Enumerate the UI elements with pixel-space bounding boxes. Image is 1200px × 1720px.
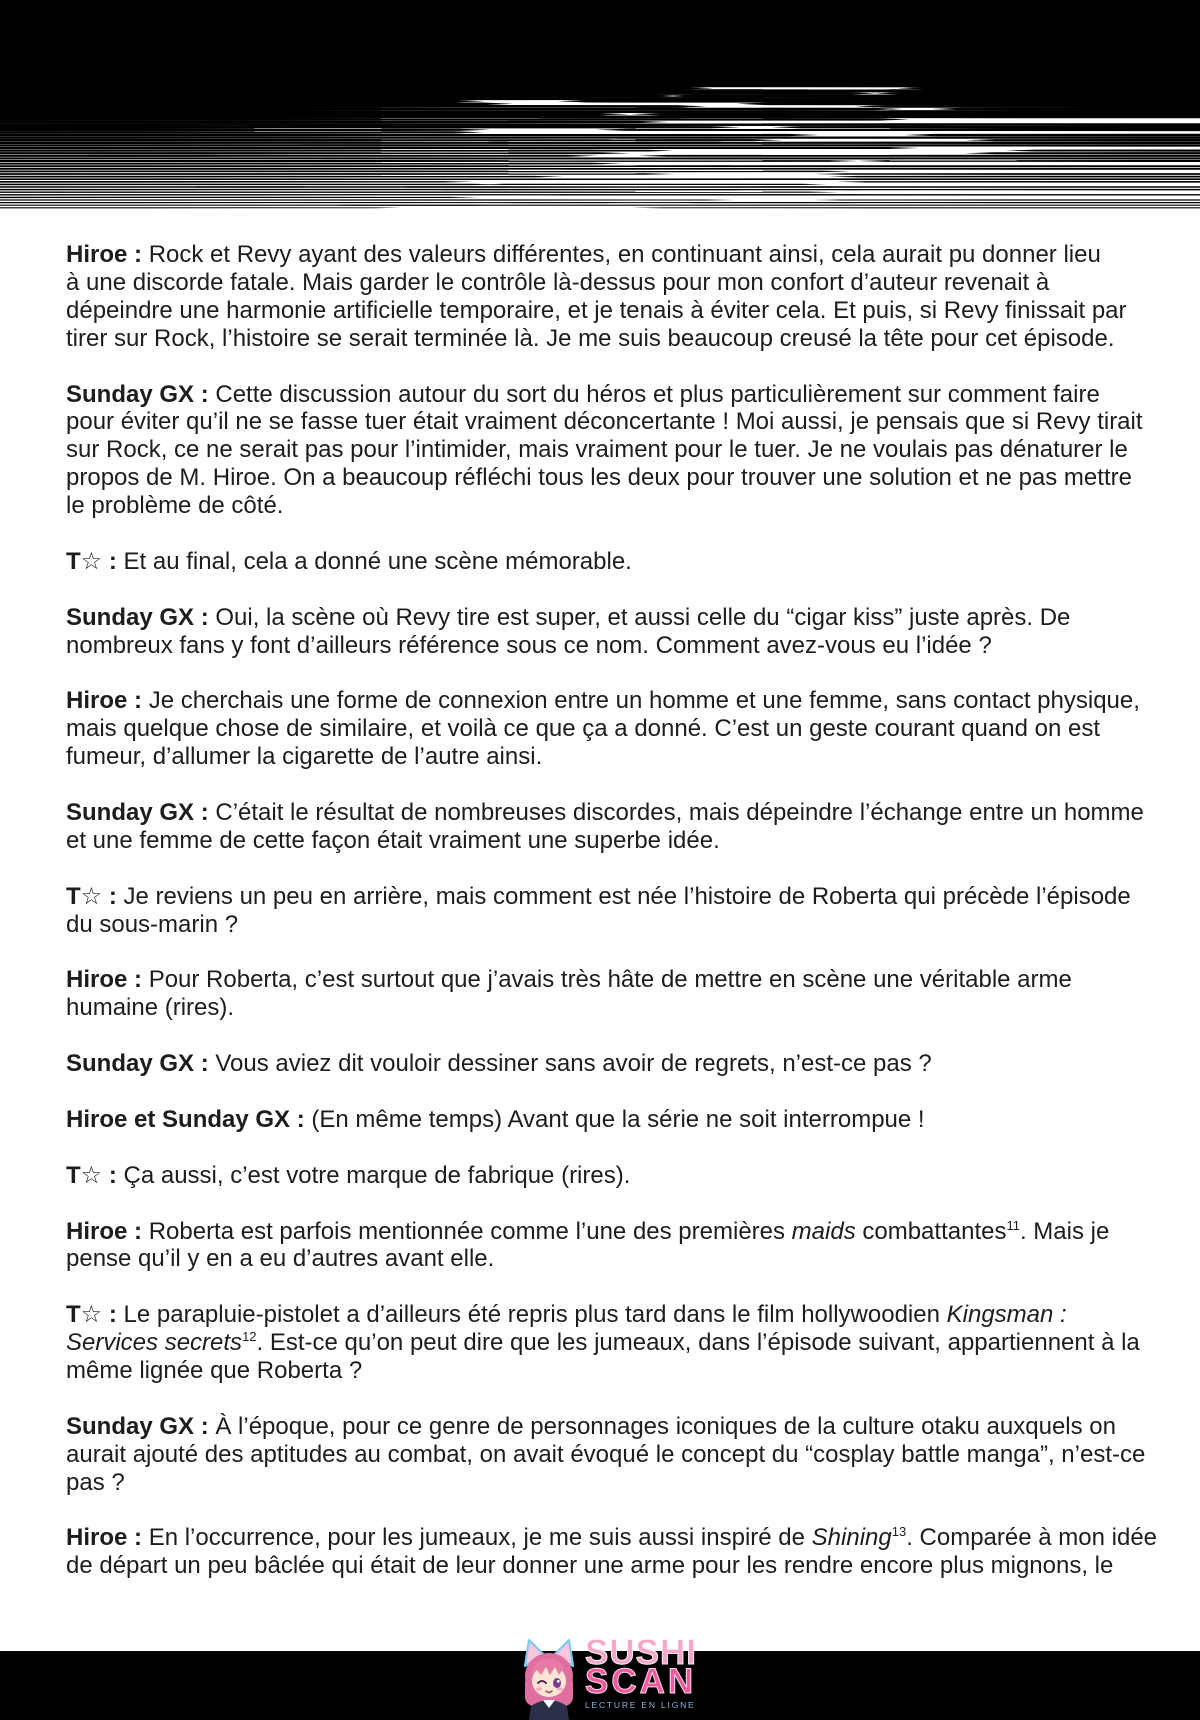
speed-line [772,126,1200,129]
speaker-label: Sunday GX : [66,380,209,408]
speed-line [814,173,1200,175]
speed-line [855,105,1200,108]
speaker-label: T☆ : [66,882,117,910]
speed-line [0,207,401,208]
speed-line [174,186,328,187]
speed-line [1005,149,1200,151]
paragraph-text: . Comparée à mon idée de départ un peu bâclée qui était de leur donner une arme pour les rendre encore plus mignons, le [66,1524,1158,1580]
speaker-label: Sunday GX : [66,1412,209,1440]
speed-line [64,155,242,157]
speaker-label: Sunday GX : [66,799,209,827]
paragraph-text: En l’occurrence, pour les jumeaux, je me suis aussi inspiré de [148,1524,812,1552]
paragraph-text: . Est-ce qu’on peut dire que les jumeaux, dans l’épisode suivant, appartiennent à la même lignée que Roberta ? [66,1329,1140,1385]
italic-title: Shining [811,1524,892,1552]
interview-body [66,241,1166,1608]
speaker-label: Hiroe : [66,1524,143,1552]
italic-term: maids [791,1217,856,1245]
speed-line [0,105,706,108]
top-black-band [0,0,1200,84]
speed-line [296,157,1200,159]
interview-paragraph [66,1050,1166,1078]
speed-line [610,110,1200,113]
footnote-marker: 12 [242,1329,257,1345]
paragraph-text: Je cherchais une forme de connexion entre un homme et une femme, sans contact physique, mais quelque chose de similaire, et voilà ce que ça a donné. C’est un geste courant quand on est fumeur, d’allumer la cigarette de l’autre ainsi. [66,687,1140,771]
paragraph-text: Rock et Revy ayant des valeurs différentes, en continuant ainsi, cela aurait pu donner lieu à une discorde fatale. Mais garder le contrôle là-dessus pour mon confort d’auteur revenait à dépeindre une harmonie artificielle temporaire, et je tenais à éviter cela. Et puis, si Revy finissait par tirer sur Rock, l’histoire se serait terminée là. Je me suis beaucoup creusé la tête pour cet épisode. [66,241,1127,352]
speed-line [549,150,673,152]
footnote-marker: 13 [891,1524,907,1540]
interview-paragraph [66,1413,1166,1497]
speed-line [965,139,1200,141]
speed-line [0,149,619,151]
logo-tagline: LECTURE EN LIGNE [585,1700,696,1710]
speed-line [931,107,1200,110]
speaker-label: Hiroe et Sunday GX : [66,1105,305,1133]
footnote-marker: 11 [1006,1217,1020,1233]
interview-paragraph [66,548,1166,576]
speaker-label: T☆ : [66,547,117,575]
logo-word-scan: SCAN [585,1662,697,1701]
paragraph-text: Oui, la scène où Revy tire est super, et aussi celle du “cigar kiss” juste après. De nombreux fans y font d’ailleurs référence sous ce nom. Comment avez-vous eu l’idée ? [66,603,1071,659]
paragraph-text: Pour Roberta, c’est surtout que j’avais très hâte de mettre en scène une véritable arme humaine (rires). [66,966,1072,1022]
speed-line [672,202,877,203]
speed-line [379,115,1200,118]
speed-line [0,181,474,183]
interview-paragraph [66,1524,1166,1580]
interview-paragraph [66,604,1166,660]
paragraph-text: Cette discussion autour du sort du héros et plus particulièrement sur comment faire pour éviter qu’il ne se fasse tuer était vraiment déconcertante ! Moi aussi, je pensais que si Revy tirait sur Rock, ce ne serait pas pour l’intimider, mais vraiment pour le tuer. Je ne voulais pas dénaturer le propos de M. Hiroe. On a beaucoup réfléchi tous les deux pour trouver une solution et ne pas mettre le problème de côté. [66,380,1143,520]
speed-line [0,163,623,165]
interview-paragraph [66,883,1166,939]
speed-line [0,197,479,198]
paragraph-text: Ça aussi, c’est votre marque de fabrique (rires). [123,1161,631,1189]
speed-line [590,136,1200,139]
speed-line [0,118,910,121]
speaker-label: Hiroe : [66,1217,143,1245]
speed-line [272,113,585,115]
logo-wordmark [585,1633,709,1711]
speed-line [836,181,1200,183]
speed-line [0,184,501,186]
paragraph-text: C’était le résultat de nombreuses discordes, mais dépeindre l’échange entre un homme et une femme de cette façon était vraiment une superbe idée. [66,799,1144,854]
speaker-label: Sunday GX : [66,603,209,631]
speed-line [464,142,1200,144]
interview-paragraph [66,381,1166,521]
paragraph-text: Et au final, cela a donné une scène mémorable. [123,547,632,575]
speed-line [517,118,705,120]
speed-line [813,199,1200,200]
sushi-scan-logo [519,1633,709,1720]
speed-line [379,186,1200,188]
speed-line [904,134,1200,137]
speed-line [0,131,484,134]
interview-paragraph [66,687,1166,771]
paragraph-text: (En même temps) Avant que la série ne soit interrompue ! [311,1105,925,1133]
speed-line [691,194,884,195]
speed-line [0,128,490,131]
speed-line [223,123,712,125]
interview-paragraph [66,966,1166,1022]
speaker-label: Hiroe : [66,966,143,994]
speed-line [964,152,1200,154]
speed-line [0,199,735,200]
speed-line [422,189,759,190]
speed-line [0,191,839,192]
speed-line [0,176,563,178]
speed-line [828,176,1200,178]
speed-line [0,126,741,129]
speed-line [697,144,1164,146]
interview-paragraph [66,799,1166,855]
speed-line [0,107,902,110]
speed-line [0,147,919,149]
speed-line [0,170,851,172]
speed-line [537,168,1200,170]
speed-line [0,134,819,137]
interview-paragraph [66,241,1166,353]
speed-line [0,152,630,154]
paragraph-text: . Mais je pense qu’il y en a eu d’autres avant elle. [66,1217,1110,1273]
speed-line [0,160,858,162]
paragraph-text: Vous aviez dit vouloir dessiner sans avoir de regrets, n’est-ce pas ? [215,1050,932,1078]
paragraph-text: Je reviens un peu en arrière, mais comment est née l’histoire de Roberta qui précède l’épisode du sous-marin ? [66,882,1131,938]
speaker-label: T☆ : [66,1301,117,1329]
paragraph-text: Le parapluie-pistolet a d’ailleurs été repris plus tard dans le film hollywoodien [123,1301,947,1329]
paragraph-text: combattantes [855,1217,1007,1245]
speed-line [631,113,1200,116]
speed-line [638,155,1200,157]
speaker-label: T☆ : [66,1161,117,1189]
speed-lines [0,82,1200,210]
interview-paragraph [66,1162,1166,1190]
paragraph-text: Roberta est parfois mentionnée comme l’une des premières [148,1217,792,1245]
speed-line [562,92,697,95]
speed-line [299,178,1200,180]
speed-line [596,128,1200,131]
logo-word-sushi: SUSHI [585,1633,697,1672]
speed-line [320,205,1200,206]
speed-line [857,160,1200,162]
speed-line [264,139,631,141]
speed-line [823,189,1200,190]
interview-paragraph [66,1218,1166,1274]
cat-ear-girl-mascot-icon [519,1638,579,1720]
interview-paragraph [66,1106,1166,1134]
speed-line [47,121,342,123]
interview-paragraph [66,1301,1166,1385]
speaker-label: Sunday GX : [66,1050,209,1078]
speed-line [0,173,675,175]
speaker-label: Hiroe : [66,687,143,715]
speed-line [375,165,1200,167]
paragraph-text: À l’époque, pour ce genre de personnages iconiques de la culture otaku auxquels on aurait ajouté des aptitudes au combat, on avait évoqué le concept du “cosplay battle manga”, n’est-ce pas ? [66,1412,1146,1496]
italic-title: Kingsman : Services secrets [66,1301,1067,1357]
speaker-label: Hiroe : [66,241,143,268]
speed-line [631,207,1200,208]
speed-line [479,184,826,185]
